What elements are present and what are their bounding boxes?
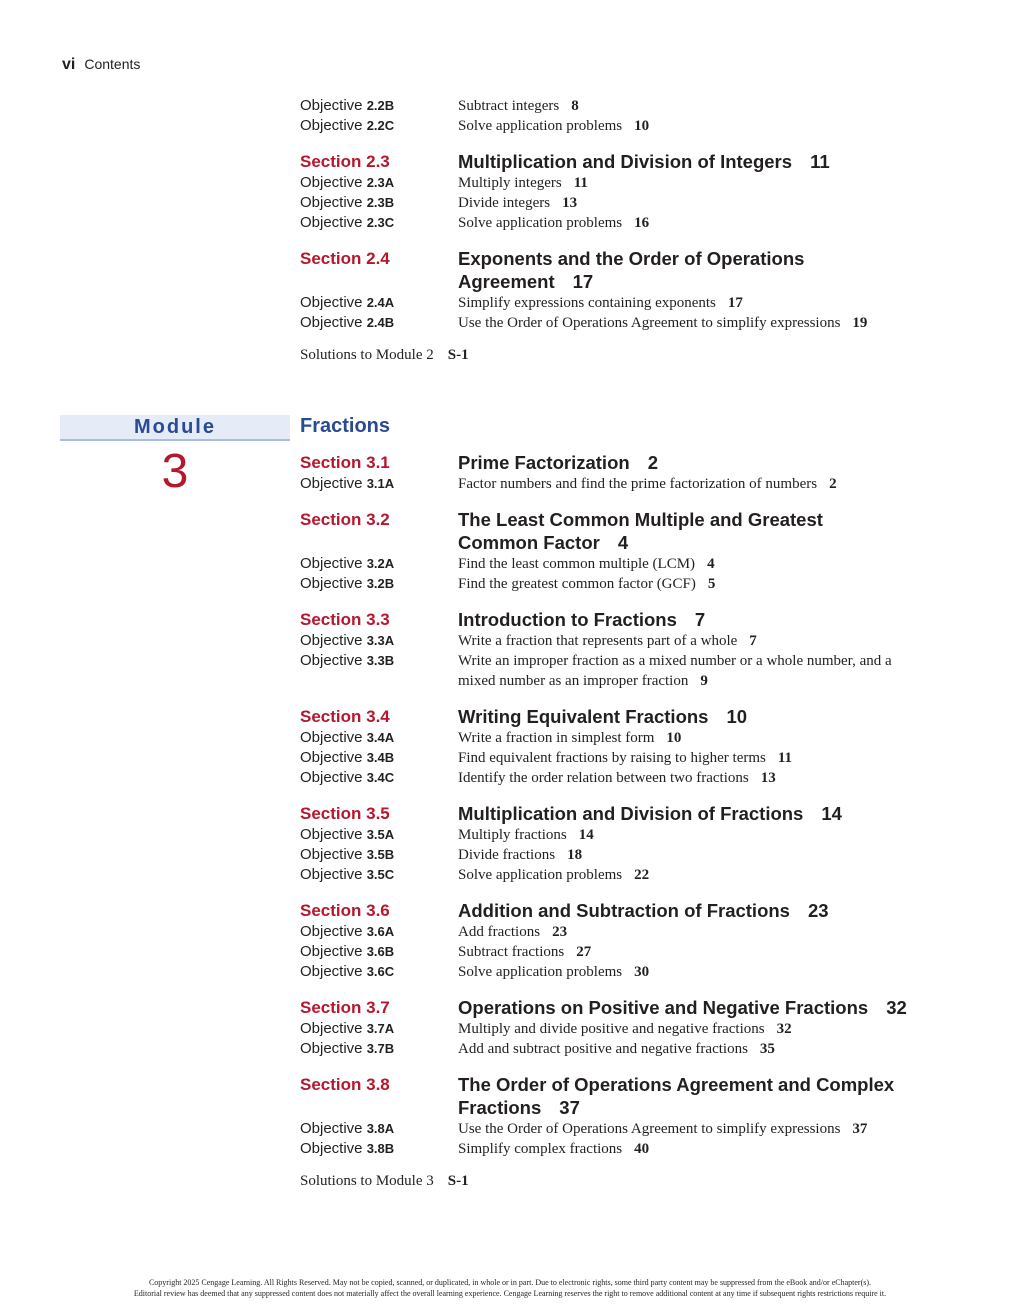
running-title: Contents: [84, 56, 141, 72]
module-2-continuation: [300, 96, 940, 365]
objective-row[interactable]: Objective 3.4C Identify the order relation between two fractions 13: [300, 769, 776, 786]
solutions-link[interactable]: Solutions to Module 3 S-1: [300, 1173, 469, 1189]
objective-row[interactable]: Objective 2.3A Multiply integers 11: [300, 174, 588, 191]
objective-row[interactable]: Objective 3.6B Subtract fractions 27: [300, 943, 592, 960]
module-label: Module: [60, 415, 290, 441]
objective-row[interactable]: Objective 3.7B Add and subtract positive and negative fractions 35: [300, 1040, 775, 1057]
objective-row[interactable]: Objective 2.4B Use the Order of Operations Agreement to simplify expressions 19: [300, 314, 868, 331]
section-heading[interactable]: Section 2.4 Exponents and the Order of Operations Agreement 17: [300, 248, 805, 292]
footer-line: Editorial review has deemed that any suppressed content does not materially affect the overall learning experience. Cengage Learning reserves the right to remove additional content at any time if subsequent rights restrictions require it.: [133, 1289, 887, 1298]
objective-row[interactable]: Objective 3.4A Write a fraction in simplest form 10: [300, 729, 682, 746]
objective-row[interactable]: Objective 3.2A Find the least common multiple (LCM) 4: [300, 555, 715, 572]
section-heading[interactable]: Section 3.2 The Least Common Multiple and Greatest Common Factor 4: [300, 509, 823, 553]
objective-row[interactable]: Objective 2.2C Solve application problems 10: [300, 117, 650, 134]
objective-row[interactable]: Objective 3.5A Multiply fractions 14: [300, 826, 594, 843]
objective-row[interactable]: Objective 3.2B Find the greatest common factor (GCF) 5: [300, 575, 716, 592]
objective-row[interactable]: Objective 3.8B Simplify complex fractions 40: [300, 1140, 650, 1157]
module-number: 3: [161, 445, 189, 498]
objective-row[interactable]: Objective 3.8A Use the Order of Operations Agreement to simplify expressions 37: [300, 1120, 868, 1137]
objective-row[interactable]: Objective 3.6A Add fractions 23: [300, 923, 568, 940]
section-heading[interactable]: Section 3.1 Prime Factorization 2: [300, 452, 658, 473]
section-heading[interactable]: Section 3.6 Addition and Subtraction of Fractions 23: [300, 900, 829, 921]
section-heading[interactable]: Section 2.3 Multiplication and Division of Integers 11: [300, 151, 830, 172]
section-heading[interactable]: Section 3.3 Introduction to Fractions 7: [300, 609, 706, 630]
objective-row[interactable]: Objective 2.2B Subtract integers 8: [300, 97, 579, 114]
module-title[interactable]: Fractions: [300, 415, 391, 437]
page-number: vi: [62, 56, 76, 73]
section-heading[interactable]: Section 3.8 The Order of Operations Agreement and Complex Fractions 37: [300, 1074, 895, 1118]
copyright-footer: [60, 1277, 960, 1299]
module-3-contents: [300, 451, 940, 1191]
footer-line: Copyright 2025 Cengage Learning. All Rights Reserved. May not be copied, scanned, or duplicated, in whole or in part. Due to electronic rights, some third party content may be suppressed from the eBook and/or eChapter(s).: [148, 1278, 872, 1287]
objective-row[interactable]: Objective 3.3B Write an improper fraction as a mixed number or a whole number, and a mixed number as an improper fraction 9: [300, 652, 892, 689]
objective-row[interactable]: Objective 2.3B Divide integers 13: [300, 194, 578, 211]
objective-row[interactable]: Objective 3.6C Solve application problems 30: [300, 963, 650, 980]
objective-row[interactable]: Objective 2.3C Solve application problems 16: [300, 214, 650, 231]
objective-row[interactable]: Objective 2.4A Simplify expressions containing exponents 17: [300, 294, 743, 311]
section-heading[interactable]: Section 3.5 Multiplication and Division of Fractions 14: [300, 803, 842, 824]
objective-row[interactable]: Objective 3.5B Divide fractions 18: [300, 846, 583, 863]
section-heading[interactable]: Section 3.7 Operations on Positive and Negative Fractions 32: [300, 997, 907, 1018]
objective-row[interactable]: Objective 3.5C Solve application problems 22: [300, 866, 650, 883]
objective-row[interactable]: Objective 3.4B Find equivalent fractions by raising to higher terms 11: [300, 749, 793, 766]
solutions-link[interactable]: Solutions to Module 2 S-1: [300, 347, 469, 363]
module-badge: [60, 415, 290, 503]
objective-row[interactable]: Objective 3.7A Multiply and divide positive and negative fractions 32: [300, 1020, 792, 1037]
objective-row[interactable]: Objective 3.3A Write a fraction that represents part of a whole 7: [300, 632, 757, 649]
section-heading[interactable]: Section 3.4 Writing Equivalent Fractions 10: [300, 706, 748, 727]
running-head: [62, 56, 140, 74]
objective-row[interactable]: Objective 3.1A Factor numbers and find the prime factorization of numbers 2: [300, 475, 837, 492]
